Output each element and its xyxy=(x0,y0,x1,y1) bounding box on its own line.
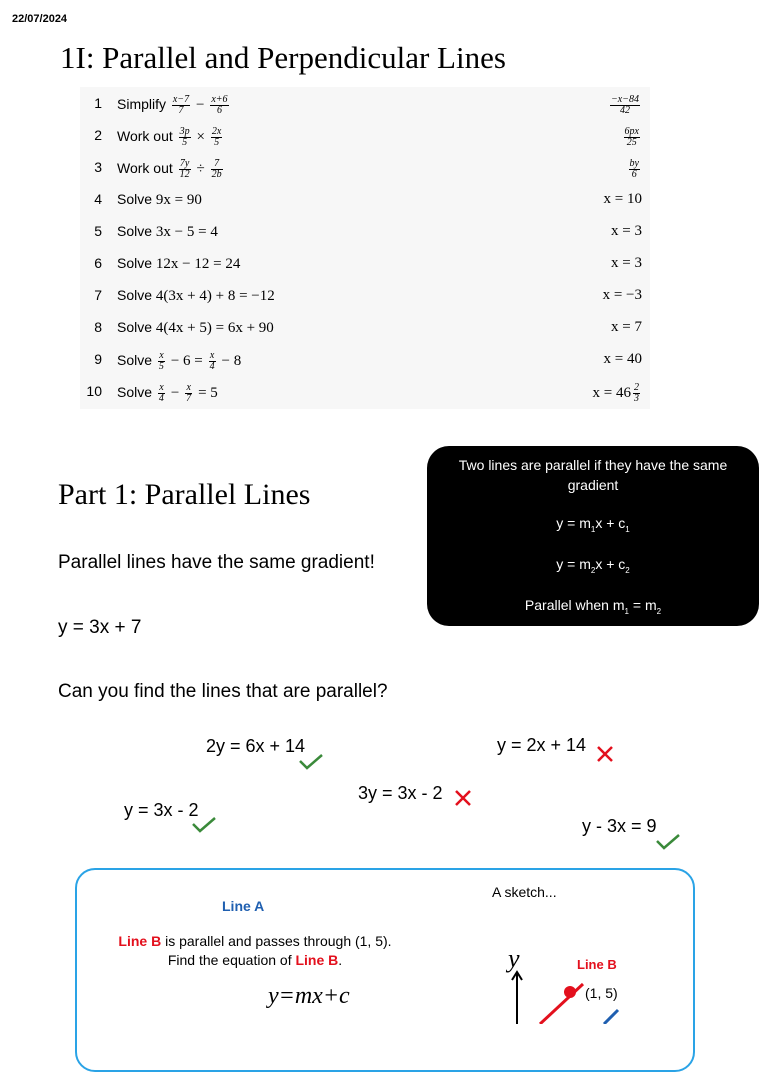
question-text: Work out $\frac{3p}{5}$ × $\frac{2x}{5}$ xyxy=(117,126,222,148)
example-equation: y = 3x + 7 xyxy=(58,617,142,638)
question-verb: Work out xyxy=(117,128,173,145)
question-row xyxy=(80,215,650,247)
question-number: 3 xyxy=(94,159,102,175)
question-text: Simplify $\frac{x-7}{7}$ − $\frac{x+6}{6}$ xyxy=(117,94,228,116)
question-number: 9 xyxy=(94,351,102,367)
question-text xyxy=(117,319,274,337)
question-text xyxy=(117,191,202,209)
question-expression: 3x − 5 = 4 xyxy=(155,224,218,240)
question-answer: x = 3 xyxy=(611,255,642,271)
question-expression: 4(3x + 4) + 8 = −12 xyxy=(155,288,275,304)
parallel-condition: Parallel when $m_1 = m_2$ xyxy=(524,597,662,616)
question-verb: Solve xyxy=(117,255,153,271)
axis-y-label: y xyxy=(508,944,520,973)
question-verb: Solve xyxy=(117,352,153,369)
question-row xyxy=(80,151,650,183)
section-heading: Part 1: Parallel Lines xyxy=(58,478,311,511)
question-answer: x = 46 $\frac{2}{3}$ xyxy=(592,382,639,404)
definition-box xyxy=(427,446,759,626)
question-number: 7 xyxy=(94,287,102,303)
answer-denominator: 42 xyxy=(620,105,631,116)
parallel-statement: Parallel lines have the same gradient! xyxy=(58,552,375,573)
question-number: 10 xyxy=(86,383,102,399)
answer-numerator: −x−84 xyxy=(611,94,639,105)
date: 22/07/2024 xyxy=(12,13,68,25)
question-verb: Solve xyxy=(117,223,153,239)
definition-line: gradient xyxy=(567,477,619,493)
candidate-equation: y - 3x = 9 xyxy=(582,816,657,836)
tick-icon xyxy=(191,815,217,835)
answer-whole: x = 46 xyxy=(592,384,631,401)
sketch-diagram xyxy=(500,960,640,1024)
cross-icon xyxy=(453,788,473,808)
question-verb: Solve xyxy=(117,287,153,303)
question-verb: Solve xyxy=(117,319,153,335)
candidate-equation: 3y = 3x - 2 xyxy=(358,783,443,803)
question-text xyxy=(117,255,240,273)
question-verb: Simplify xyxy=(117,96,167,113)
question-number: 6 xyxy=(94,255,102,271)
starter-questions xyxy=(80,87,650,409)
question-row xyxy=(80,183,650,215)
cross-icon xyxy=(595,744,615,764)
question-text xyxy=(117,223,218,241)
question-answer xyxy=(627,159,642,180)
line-b xyxy=(540,984,583,1024)
tick-icon xyxy=(298,752,324,772)
line-a-label: Line A xyxy=(222,898,265,914)
question-number: 1 xyxy=(94,95,102,111)
question-row xyxy=(80,279,650,311)
candidate-equation: y = 3x - 2 xyxy=(124,800,199,820)
task-question: Can you find the lines that are parallel? xyxy=(58,681,388,702)
line-formula: y=mx+c xyxy=(268,983,350,1009)
question-number: 8 xyxy=(94,319,102,335)
question-row xyxy=(80,119,650,151)
candidate-equation: y = 2x + 14 xyxy=(497,735,587,755)
definition-line: Two lines are parallel if they have the same xyxy=(458,457,728,473)
question-number: 2 xyxy=(94,127,102,143)
question-row xyxy=(80,87,650,119)
equation-line-1: $y = m_1x + c_1$ xyxy=(556,515,630,534)
equation-line-2: $y = m_2x + c_2$ xyxy=(556,556,630,575)
question-answer: x = 3 xyxy=(611,223,642,239)
question-row xyxy=(80,375,650,407)
question-text xyxy=(117,287,275,305)
question-row xyxy=(80,343,650,375)
question-row xyxy=(80,311,650,343)
question-verb: Work out xyxy=(117,160,173,177)
question-text: Work out $\frac{7y}{12}$ ÷ $\frac{7}{2b}$ xyxy=(117,158,222,180)
task-instruction-1: Line B is parallel and passes through (1, 5). xyxy=(118,933,392,949)
candidate-equation: 2y = 6x + 14 xyxy=(206,736,306,756)
sketch-label: A sketch... xyxy=(492,884,557,900)
question-row xyxy=(80,247,650,279)
question-number: 5 xyxy=(94,223,102,239)
question-expression: 9x = 90 xyxy=(155,192,202,208)
question-answer xyxy=(608,95,642,116)
page-title: 1I: Parallel and Perpendicular Lines xyxy=(60,40,506,75)
question-verb: Solve xyxy=(117,191,153,207)
question-verb: Solve xyxy=(117,384,153,401)
line-a xyxy=(604,1010,618,1024)
answer-numerator: by xyxy=(629,158,639,169)
point-marker xyxy=(564,986,576,998)
task-instruction-2: Find the equation of Line B. xyxy=(167,952,343,968)
answer-denominator: 25 xyxy=(626,137,637,148)
question-answer: x = 10 xyxy=(603,191,642,207)
question-number: 4 xyxy=(94,191,102,207)
question-text: Solve $\frac{x}{5}$ − 6 = $\frac{x}{4}$ − 8 xyxy=(117,350,242,372)
line-b-label: Line B xyxy=(577,957,617,972)
question-expression: 4(4x + 5) = 6x + 90 xyxy=(155,320,274,336)
point-label: (1, 5) xyxy=(585,985,618,1001)
question-answer: x = −3 xyxy=(602,287,642,303)
question-text: Solve $\frac{x}{4}$ − $\frac{x}{7}$ = 5 xyxy=(117,382,218,404)
question-answer: x = 40 xyxy=(603,351,642,367)
question-answer: x = 7 xyxy=(611,319,642,335)
question-answer xyxy=(622,127,642,148)
answer-numerator: 6px xyxy=(624,126,639,137)
tick-icon xyxy=(655,832,681,852)
answer-denominator: 6 xyxy=(631,169,637,180)
question-expression: 12x − 12 = 24 xyxy=(155,256,241,272)
